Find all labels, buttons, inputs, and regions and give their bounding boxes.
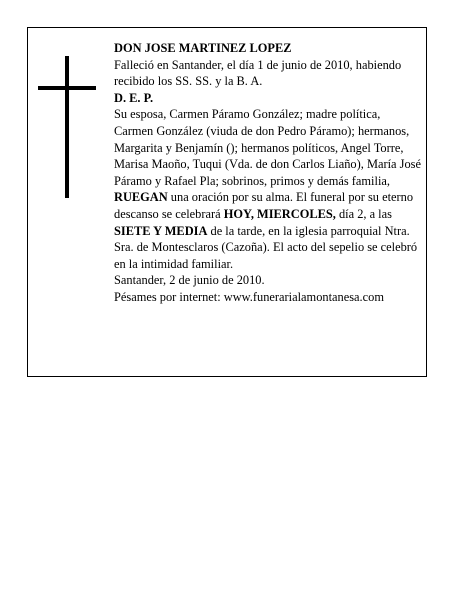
deceased-name: DON JOSE MARTINEZ LOPEZ xyxy=(114,41,292,55)
latin-cross-icon xyxy=(38,56,96,198)
death-announcement: Falleció en Santander, el día 1 de junio de 2010, habiendo recibido los SS. SS. y la B. A. xyxy=(114,57,402,89)
obituary-notice xyxy=(27,27,427,377)
cross-horizontal-bar xyxy=(38,86,96,90)
place-date: Santander, 2 de junio de 2010. xyxy=(114,273,265,288)
request-text-2: día 2, a las xyxy=(335,206,392,221)
cross-vertical-bar xyxy=(65,56,69,198)
condolences-line: Pésames por internet: www.funerarialamontanesa.com xyxy=(114,289,384,304)
family-list: Su esposa, Carmen Páramo González; madre política, Carmen González (viuda de don Pedro Páramo); hermanos, Margarita y Benjamín (); hermanos políticos, Angel Torre, Marisa Maoño, Tuqui (Vda. de don Carlos Liaño), María José Páramo y Rafael Pla; sobrinos, primos y demás familia, xyxy=(114,107,421,188)
request-verb: RUEGAN xyxy=(114,190,168,205)
request-text-3: de la tarde, en la iglesia parroquial Ntra. Sra. de Montesclaros (Cazoña). El acto del sepelio se celebró en la intimidad familiar. xyxy=(114,223,418,271)
request-text-1: una oración por su alma. El funeral por su eterno descanso se celebrará xyxy=(114,190,414,221)
rip-label: D. E. P. xyxy=(114,90,154,105)
funeral-day: HOY, MIERCOLES, xyxy=(223,206,336,221)
funeral-request xyxy=(114,189,422,272)
funeral-time: SIETE Y MEDIA xyxy=(114,223,208,238)
notice-text xyxy=(114,40,422,306)
